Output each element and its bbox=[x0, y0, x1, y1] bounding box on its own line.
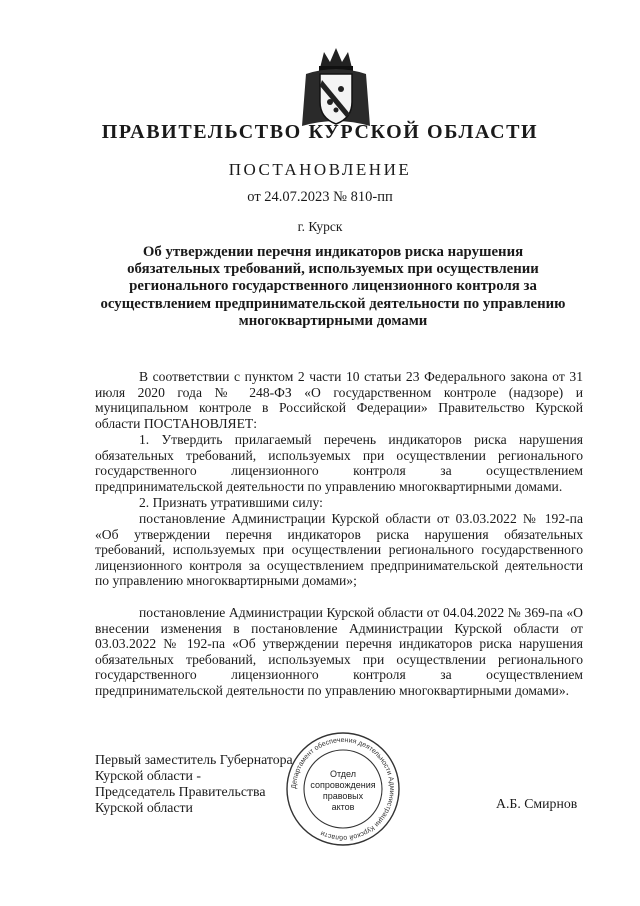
body-paragraph: постановление Администрации Курской области от 04.04.2022 № 369-па «О внесении изменения в постановление Администрации Курской области от 03.03.2022 № 192-па «Об утверждении перечня индикаторов риска нарушения обязательных требований, используемых при осуществлении регионального государственного лицензионного контроля за осуществлением предпринимательской деятельности по управлению многоквартирными домами». bbox=[95, 605, 583, 698]
body-paragraph: В соответствии с пунктом 2 части 10 статьи 23 Федерального закона от 31 июля 2020 года № 248-ФЗ «О государственном контроле (надзоре) и муниципальном контроле в Российской Федерации» Правительство Курской области ПОСТАНОВЛЯЕТ: bbox=[95, 369, 583, 431]
signatory-position-line: Первый заместитель Губернатора bbox=[95, 752, 293, 767]
stamp-center-line: правовых bbox=[322, 791, 364, 801]
stamp-center-line: сопровождения bbox=[310, 780, 376, 790]
body-paragraph: 1. Утвердить прилагаемый перечень индикаторов риска нарушения обязательных требований, используемых при осуществлении регионального государственного лицензионного контроля за осуществлением предпринимательской деятельности по управлению многоквартирными домами. bbox=[95, 432, 583, 494]
body-paragraph: постановление Администрации Курской области от 03.03.2022 № 192-па «Об утверждении перечня индикаторов риска нарушения обязательных требований, используемых при осуществлении регионального государственного лицензионного контроля за осуществлением предпринимательской деятельности по управлению многоквартирными домами»; bbox=[95, 511, 583, 589]
document-title: Об утверждении перечня индикаторов риска нарушения обязательных требований, используемых при осуществлении регионального государственного лицензионного контроля за осуществлением предпринимательской деятельности по управлению многоквартирными домами bbox=[100, 244, 566, 329]
organization-name: ПРАВИТЕЛЬСТВО КУРСКОЙ ОБЛАСТИ bbox=[101, 121, 539, 143]
stamp-center-line: Отдел bbox=[329, 769, 357, 779]
body-paragraph: 2. Признать утратившими силу: bbox=[139, 495, 323, 510]
signatory-name: А.Б. Смирнов bbox=[496, 796, 578, 811]
signatory-position bbox=[95, 752, 293, 816]
signatory-position-line: Курской области bbox=[95, 800, 193, 815]
stamp-center-line: актов bbox=[331, 802, 355, 812]
stamp-seal bbox=[284, 730, 402, 848]
document-type: ПОСТАНОВЛЕНИЕ bbox=[228, 160, 412, 179]
stamp-ring-text: Департамент обеспечения деятельности Администрации Курской области bbox=[290, 736, 396, 842]
signatory-position-line: Курской области - bbox=[95, 768, 201, 783]
document-city: г. Курск bbox=[297, 219, 343, 234]
document-date-number: от 24.07.2023 № 810-пп bbox=[247, 189, 393, 205]
signatory-position-line: Председатель Правительства bbox=[95, 784, 266, 799]
